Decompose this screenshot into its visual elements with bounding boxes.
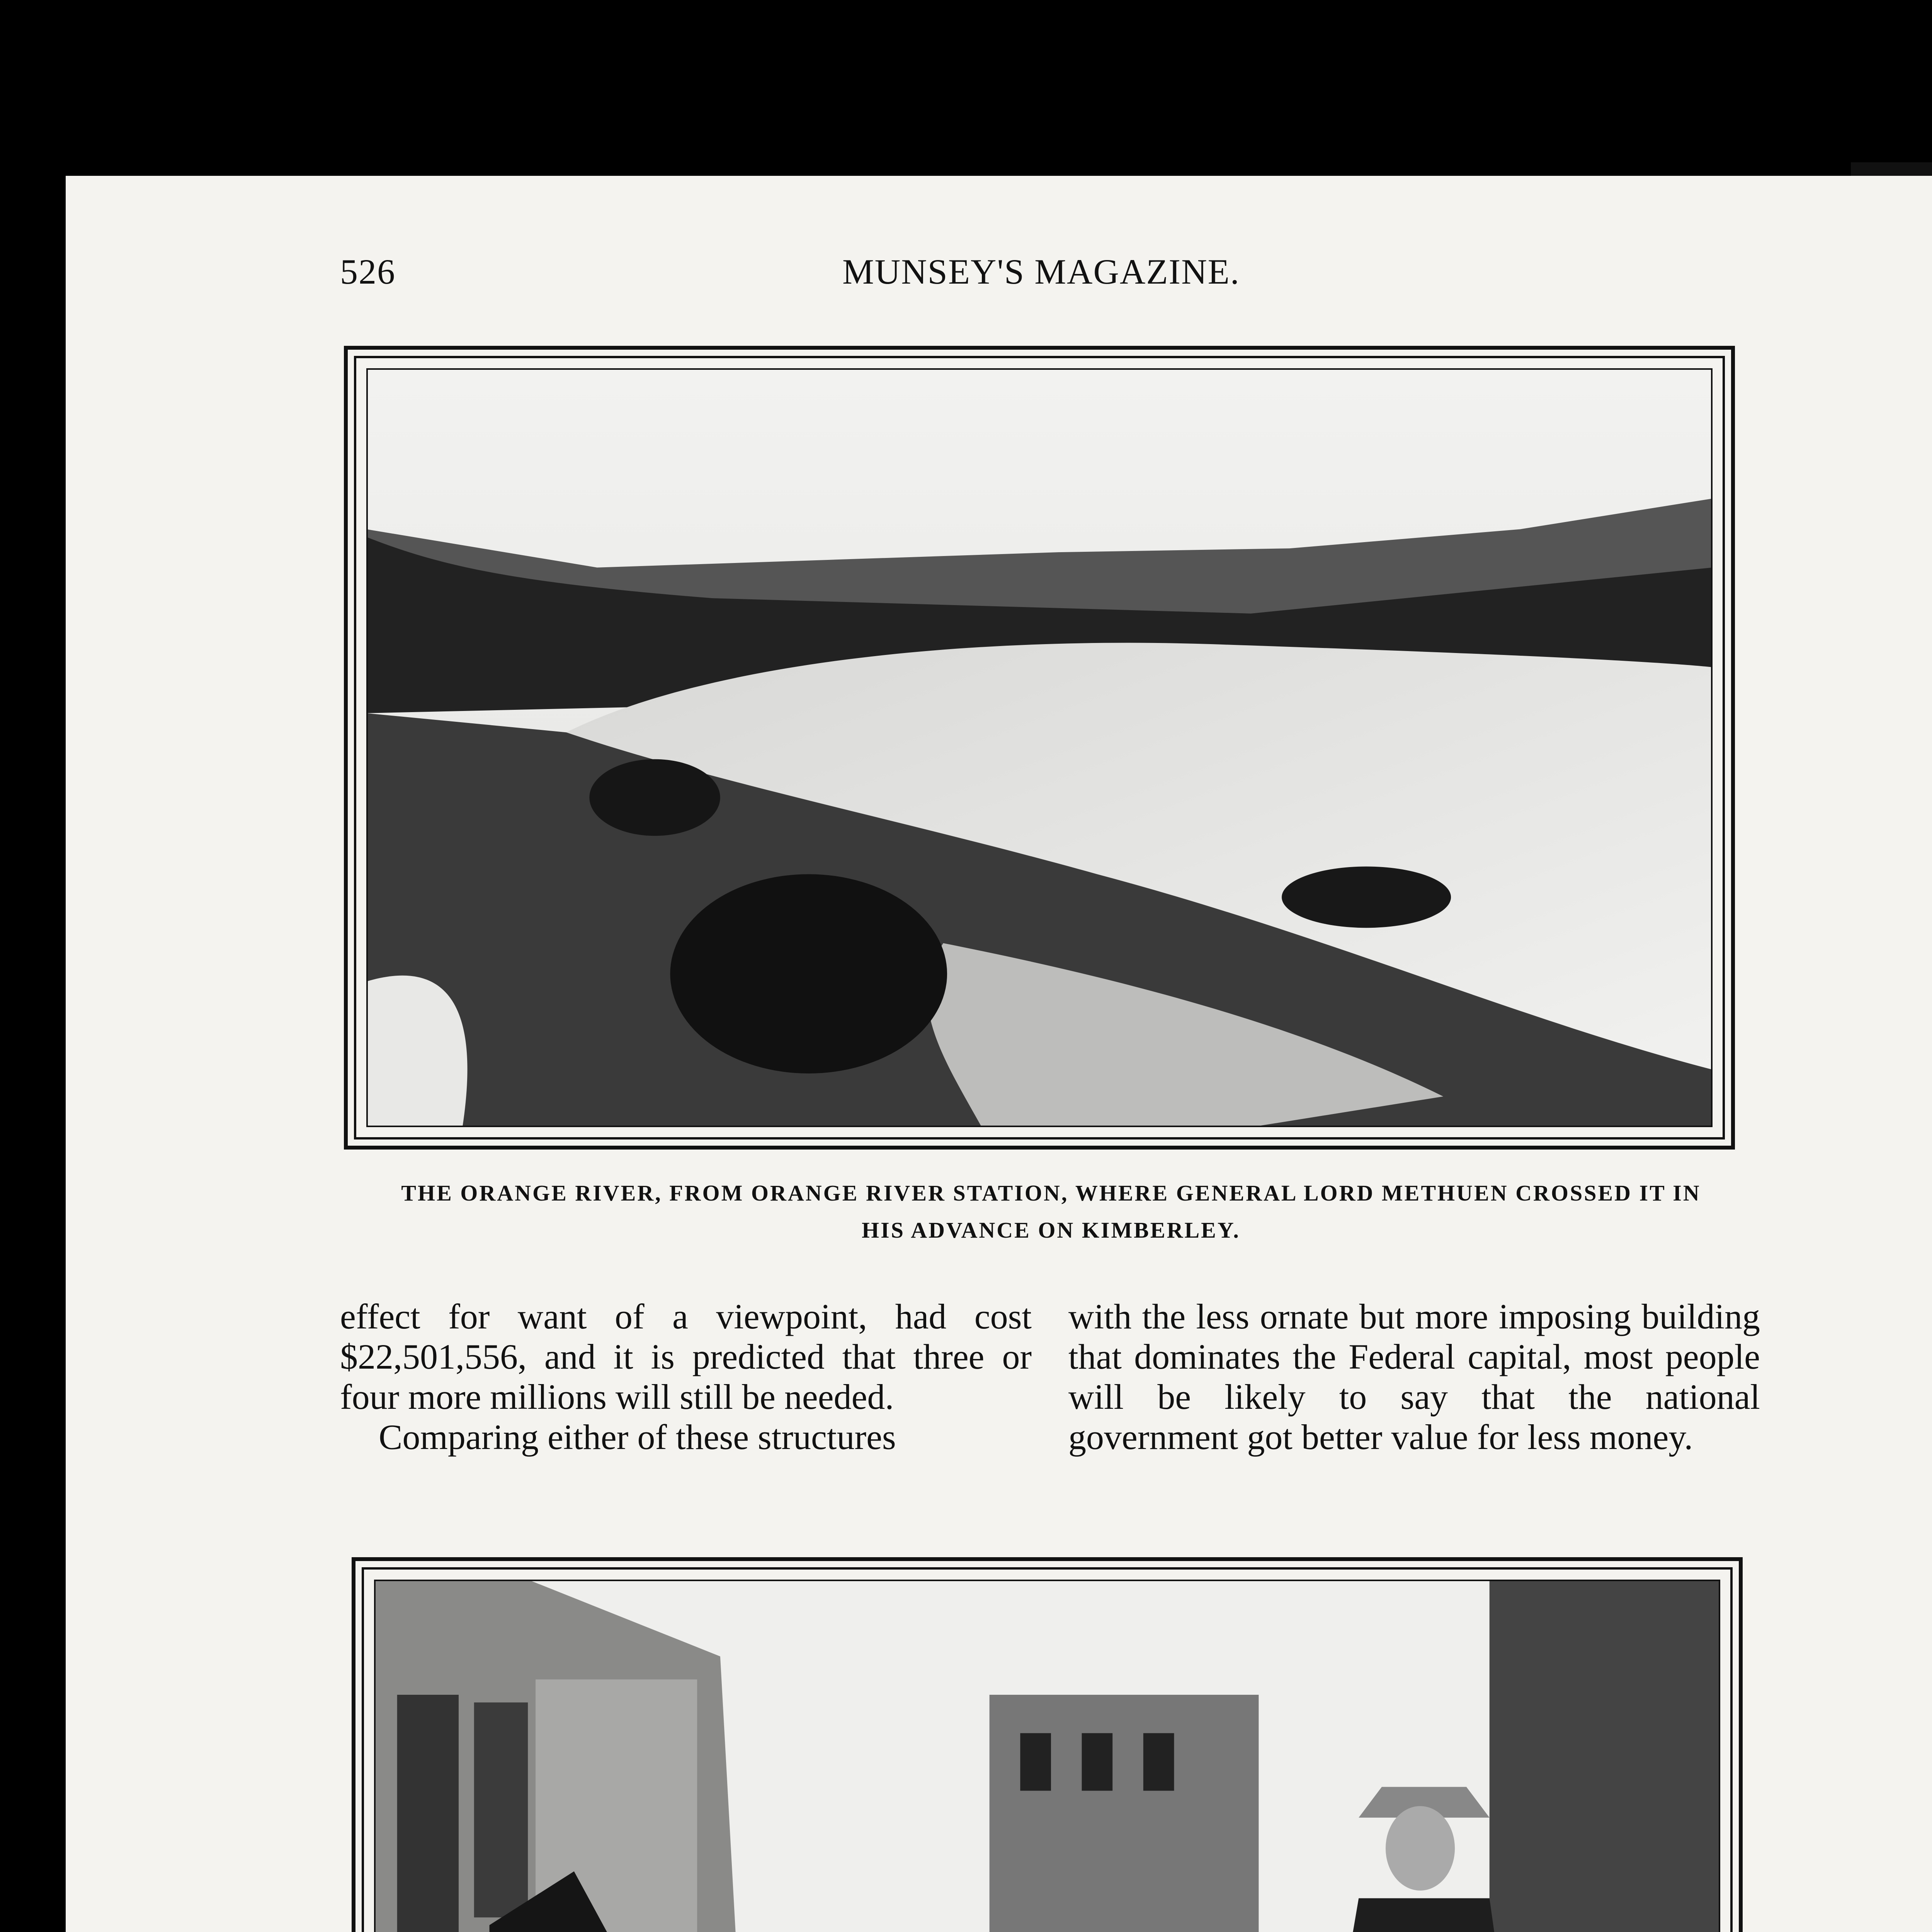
orange-river-illustration bbox=[366, 368, 1713, 1127]
mules-photo-frame bbox=[352, 1557, 1743, 1932]
running-title: MUNSEY'S MAGAZINE. bbox=[842, 252, 1240, 291]
mules-illustration bbox=[374, 1580, 1720, 1932]
orange-river-photo bbox=[366, 368, 1713, 1127]
mules-photo bbox=[374, 1580, 1720, 1932]
paragraph: with the less ornate but more imposing building that dominates the Federal capital, most people will be likely to say that the national government got better value for less money. bbox=[1068, 1297, 1760, 1457]
orange-river-caption bbox=[340, 1175, 1762, 1249]
caption-line: HIS ADVANCE ON KIMBERLEY. bbox=[862, 1218, 1240, 1243]
page-number: 526 bbox=[340, 252, 396, 291]
paragraph: effect for want of a viewpoint, had cost $22,501,556, and it is predicted that three or four more millions will still be needed. bbox=[340, 1297, 1032, 1417]
paragraph: Comparing either of these structures bbox=[379, 1417, 896, 1457]
text-column-left bbox=[340, 1296, 1032, 1457]
orange-river-photo-frame bbox=[344, 346, 1735, 1150]
caption-line: THE ORANGE RIVER, FROM ORANGE RIVER STATION, WHERE GENERAL LORD METHUEN CROSSED IT IN bbox=[401, 1180, 1701, 1206]
text-column-right bbox=[1068, 1296, 1760, 1457]
